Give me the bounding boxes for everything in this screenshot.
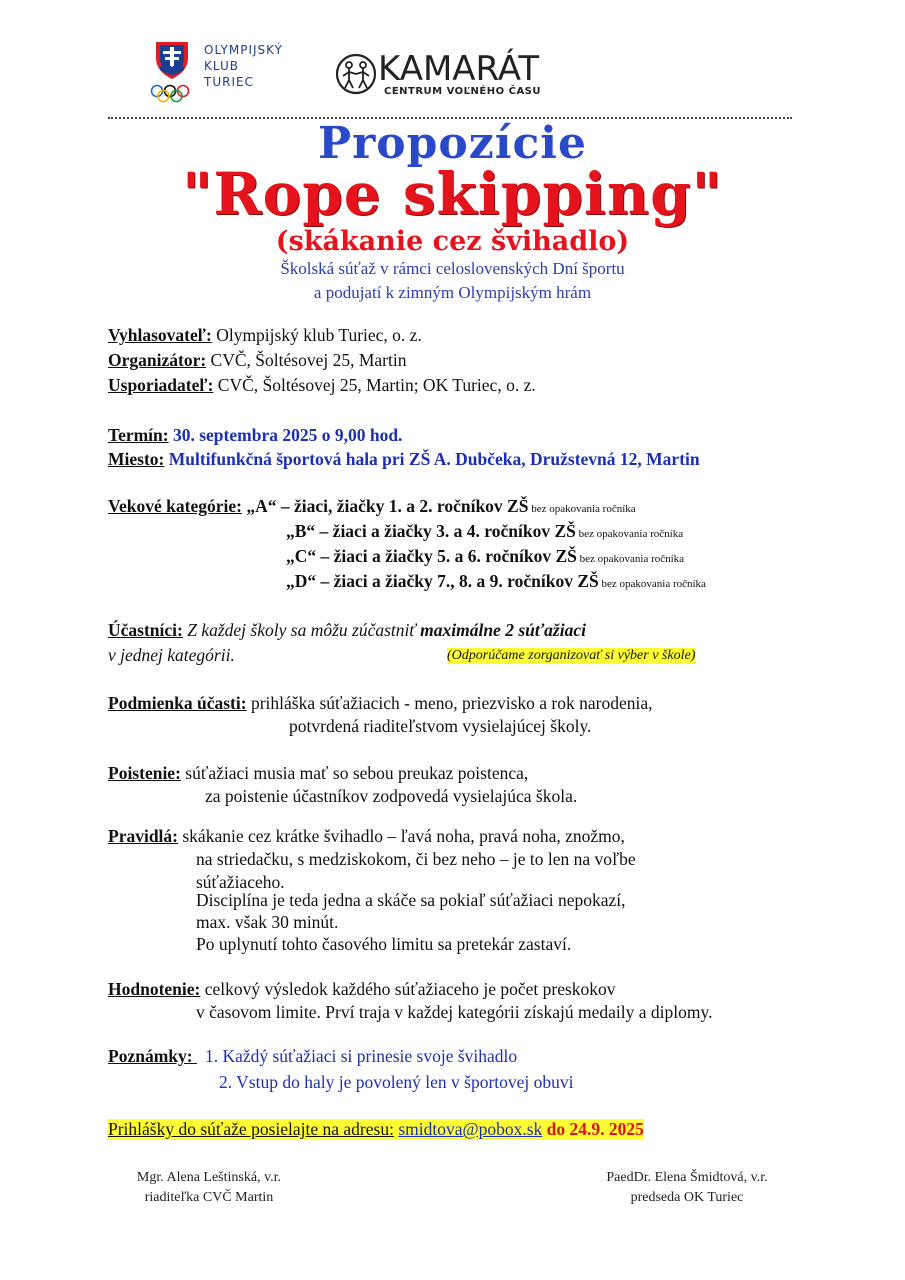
- termin-row: [108, 425, 402, 446]
- poistenie-line-2: za poistenie účastníkov zodpovedá vysielajúca škola.: [205, 786, 578, 806]
- organizator-label: Organizátor:: [108, 350, 207, 370]
- poistenie-row: [108, 763, 528, 784]
- category-d-note: bez opakovania ročníka: [598, 578, 706, 590]
- recommend-note: (Odporúčame zorganizovať si výber v škole): [447, 648, 696, 663]
- olympic-rings-icon: [150, 84, 192, 104]
- categories-label: Vekové kategórie:: [108, 496, 242, 516]
- miesto-row: [108, 449, 700, 470]
- prihlasky-text: Prihlášky do súťaže posielajte na adresu:: [108, 1119, 394, 1139]
- kamarat-subtitle: CENTRUM VOĽNÉHO ČASU: [384, 86, 542, 97]
- prihlasky-row: [108, 1119, 644, 1140]
- termin-label: Termín:: [108, 425, 169, 445]
- pravidla-line-2: na striedačku, s medziskokom, či bez neho – je to len na voľbe: [196, 849, 636, 869]
- category-c: „C“ – žiaci a žiačky 5. a 6. ročníkov ZŠ: [286, 546, 577, 566]
- category-d-row: [286, 571, 706, 592]
- pravidla-row: [108, 826, 625, 847]
- ucastnici-text: Z každej školy sa môžu zúčastniť: [182, 620, 421, 640]
- hodnotenie-row: [108, 979, 616, 1000]
- usporiadatel-label: Usporiadateľ:: [108, 375, 214, 395]
- signature-left-role: riaditeľka CVČ Martin: [144, 1190, 274, 1205]
- organizator-row: [108, 350, 406, 371]
- poistenie-label: Poistenie:: [108, 763, 181, 783]
- podmienka-row: [108, 693, 653, 714]
- kamarat-logo: [334, 50, 564, 110]
- ucastnici-row: [108, 620, 586, 641]
- slovak-coat-of-arms-icon: [152, 40, 192, 80]
- usporiadatel-value: CVČ, Šoltésovej 25, Martin; OK Turiec, o. z.: [213, 375, 536, 395]
- title-propozicie: Propozície: [318, 118, 587, 169]
- organizator-value: CVČ, Šoltésovej 25, Martin: [206, 350, 407, 370]
- category-b-row: [286, 521, 683, 542]
- category-a: „A“ – žiaci, žiačky 1. a 2. ročníkov ZŠ: [241, 496, 529, 516]
- kamarat-title: KAMARÁT: [378, 49, 540, 89]
- signature-right-role: predseda OK Turiec: [630, 1190, 744, 1205]
- vyhlasovatel-value: Olympijský klub Turiec, o. z.: [211, 325, 422, 345]
- hodnotenie-label: Hodnotenie:: [108, 979, 201, 999]
- pravidla-label: Pravidlá:: [108, 826, 178, 846]
- prihlasky-deadline: do 24.9. 2025: [542, 1119, 644, 1139]
- miesto-value: Multifunkčná športová hala pri ZŠ A. Dubčeka, Družstevná 12, Martin: [164, 449, 700, 469]
- hodnotenie-line-1: celkový výsledok každého súťažiaceho je počet preskokov: [200, 979, 616, 999]
- poznamky-line-2: 2. Vstup do haly je povolený len v športovej obuvi: [219, 1072, 574, 1092]
- email-link[interactable]: smidtova@pobox.sk: [398, 1119, 543, 1139]
- poznamky-label: Poznámky:: [108, 1046, 197, 1066]
- olympic-club-logo: [152, 40, 312, 110]
- poistenie-line-1: súťažiaci musia mať so sebou preukaz poistenca,: [180, 763, 529, 783]
- podmienka-line-2: potvrdená riaditeľstvom vysielajúcej školy.: [289, 716, 592, 736]
- ucastnici-text-2: v jednej kategórii.: [108, 645, 235, 665]
- poznamky-line-1: 1. Každý súťažiaci si prinesie svoje švihadlo: [204, 1046, 518, 1066]
- category-c-note: bez opakovania ročníka: [576, 553, 685, 565]
- subtitle-line-2: a podujatí k zimným Olympijským hrám: [313, 283, 592, 302]
- ucastnici-row-2: [108, 645, 235, 666]
- miesto-label: Miesto:: [108, 449, 165, 469]
- category-c-row: [286, 546, 684, 567]
- termin-value: 30. septembra 2025 o 9,00 hod.: [168, 425, 403, 445]
- pravidla-line-4: Disciplína je teda jedna a skáče sa pokiaľ súťažiaci nepokazí,: [196, 890, 626, 910]
- pravidla-line-6: Po uplynutí tohto časového limitu sa pretekár zastaví.: [196, 934, 572, 954]
- club-name: OLYMPIJSKÝ KLUB TURIEC: [204, 43, 283, 89]
- hodnotenie-line-2: v časovom limite. Prví traja v každej kategórii získajú medaily a diplomy.: [196, 1002, 713, 1022]
- category-a-note: bez opakovania ročníka: [528, 503, 636, 515]
- signature-left-name: Mgr. Alena Leštinská, v.r.: [136, 1170, 282, 1185]
- title-subtitle: (skákanie cez švihadlo): [275, 226, 630, 257]
- pravidla-line-1: skákanie cez krátke švihadlo – ľavá noha, pravá noha, znožmo,: [178, 826, 625, 846]
- category-b: „B“ – žiaci a žiačky 3. a 4. ročníkov ZŠ: [286, 521, 576, 541]
- vyhlasovatel-label: Vyhlasovateľ:: [108, 325, 212, 345]
- title-rope-skipping: "Rope skipping": [182, 160, 723, 228]
- ucastnici-max: maximálne 2 súťažiaci: [420, 620, 586, 640]
- category-d: „D“ – žiaci a žiačky 7., 8. a 9. ročníkov ZŠ: [286, 571, 599, 591]
- usporiadatel-row: [108, 375, 536, 396]
- subtitle-line-1: Školská súťaž v rámci celoslovenských Dní športu: [280, 259, 625, 278]
- pravidla-line-3: súťažiaceho.: [196, 872, 285, 892]
- signature-right-name: PaedDr. Elena Šmidtová, v.r.: [606, 1170, 768, 1185]
- vyhlasovatel-row: [108, 325, 422, 346]
- ucastnici-label: Účastníci:: [108, 620, 183, 640]
- podmienka-line-1: prihláška súťažiacich - meno, priezvisko a rok narodenia,: [246, 693, 653, 713]
- podmienka-label: Podmienka účasti:: [108, 693, 247, 713]
- pravidla-line-5: max. však 30 minút.: [196, 912, 339, 932]
- signature-left: [104, 1170, 314, 1206]
- poznamky-row: [108, 1046, 517, 1067]
- category-a-row: [108, 496, 636, 517]
- kamarat-figures-icon: [334, 52, 378, 96]
- signature-right: [578, 1170, 796, 1206]
- category-b-note: bez opakovania ročníka: [575, 528, 684, 540]
